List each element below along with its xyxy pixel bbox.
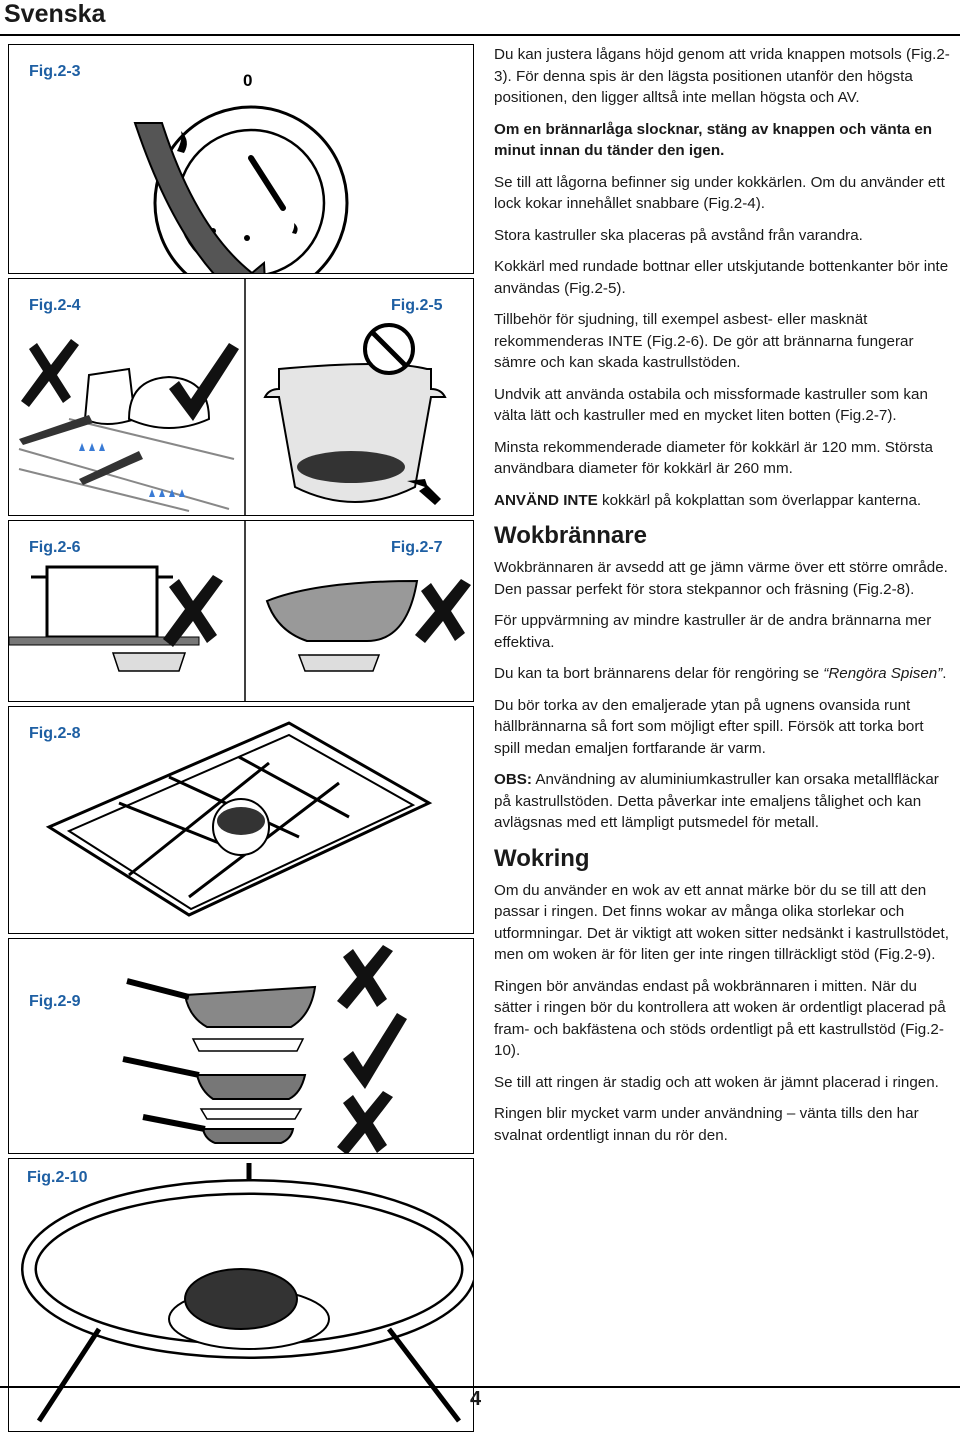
wok-ring-illustration <box>9 1159 473 1431</box>
fig-2-4-label: Fig.2-4 <box>29 297 81 314</box>
paragraph-ring-hot: Ringen blir mycket varm under användning – vänta tills den har svalnat ordentligt innan du rör den. <box>494 1105 919 1144</box>
paragraph-unstable-pans: Undvik att använda ostabila och missformade kastruller som kan välta lätt och kastruller med en mycket liten botten (Fig.2-7). <box>494 385 928 424</box>
fig-2-4-2-5-panel <box>8 278 474 516</box>
fig-2-3-panel <box>8 44 474 274</box>
wok-burner-grid-illustration <box>9 707 473 933</box>
paragraph-ring-center: Ringen bör användas endast på wokbrännaren i mitten. När du sätter i ringen bör du kontrollera att woken är ordentligt placerad på fram- och bakfästena och stöds ordentligt på ett kastrullstöd (Fig.2-10). <box>494 977 946 1059</box>
heading-wok-burner: Wokbrännare <box>494 522 647 549</box>
paragraph-wok-fit: Om du använder en wok av ett annat märke bör du se till att den passar i ringen. Det finns wokar av många olika storlekar och utformningar. Det är viktigt att woken sitter nedsänkt i kastrullstödet, men om woken är för liten ger inte ringen tillräckligt stöd (Fig.2-9). <box>494 881 949 963</box>
text-column <box>494 44 954 1156</box>
paragraph-other-burners: För uppvärmning av mindre kastruller är de andra brännarna mer effektiva. <box>494 612 932 651</box>
dial-zero-mark: 0 <box>243 71 253 90</box>
paragraph-enamel: Du bör torka av den emaljerade ytan på ugnens ovansida runt hällbrännarna så fort som möjligt efter spill. Försök att torka bort spill medan emaljen fortfarande är varm. <box>494 696 924 757</box>
cleaning-ref-link: “Rengöra Spisen” <box>823 665 943 682</box>
paragraph-ring-stable: Se till att ringen är stadig och att woken är jämnt placerad i ringen. <box>494 1073 939 1091</box>
figures-column <box>8 44 474 1389</box>
fig-2-10-label: Fig.2-10 <box>27 1169 88 1186</box>
heading-wok-ring: Wokring <box>494 844 590 872</box>
cleaning-ref-c: . <box>942 665 947 682</box>
page-number: 4 <box>470 1388 482 1410</box>
fig-2-5-label: Fig.2-5 <box>391 297 443 314</box>
fig-2-10-panel <box>8 1158 474 1432</box>
paragraph-flame-under-pan: Se till att lågorna befinner sig under kokkärlen. Om du använder ett lock kokar innehållet snabbare (Fig.2-4). <box>494 173 945 212</box>
pans-on-burner-illustration <box>9 279 473 515</box>
paragraph-wok-burner: Wokbrännaren är avsedd att ge jämn värme över ett större område. Den passar perfekt för stora stekpannor och fräsning (Fig.2-8). <box>494 559 948 598</box>
wok-sizes-illustration <box>9 939 473 1153</box>
paragraph-simmer-accessories: Tillbehör för sjudning, till exempel asbest- eller masknät rekommenderas INTE (Fig.2-6). De gör att brännarna fungerar sämre och kan skada kastrullstöden. <box>494 311 914 371</box>
paragraph-flame-out: Om en brännarlåga slocknar, stäng av knappen och vänta en minut innan du tänder den igen. <box>494 120 933 159</box>
paragraph-large-pans: Stora kastruller ska placeras på avstånd från varandra. <box>494 226 863 244</box>
fig-2-6-label: Fig.2-6 <box>29 539 81 556</box>
paragraph-pan-diameter: Minsta rekommenderade diameter för kokkärl är 120 mm. Största användbara diameter för kokkärl är 260 mm. <box>494 438 933 477</box>
no-overlap-rest: kokkärl på kokplattan som överlappar kanterna. <box>597 491 922 509</box>
fig-2-8-panel <box>8 706 474 934</box>
mesh-and-wok-illustration <box>9 521 473 701</box>
paragraph-no-overlap <box>494 490 954 512</box>
fig-2-8-label: Fig.2-8 <box>29 725 81 742</box>
no-overlap-bold: ANVÄND INTE <box>494 491 598 509</box>
paragraph-cleaning-ref <box>494 663 954 685</box>
cleaning-ref-a: Du kan ta bort brännarens delar för rengöring se <box>494 665 824 682</box>
note-label: OBS: <box>494 771 532 788</box>
note-rest: Användning av aluminiumkastruller kan orsaka metallfläckar på kastrullstöden. Detta påverkar inte emaljens tålighet och kan avlägsnas med ett lämpligt putsmedel för metall. <box>494 771 939 831</box>
header-rule <box>0 34 960 36</box>
paragraph-rounded-bottoms: Kokkärl med rundade bottnar eller utskjutande bottenkanter bör inte användas (Fig.2-5). <box>494 258 949 297</box>
fig-2-7-label: Fig.2-7 <box>391 539 443 556</box>
paragraph-aluminium-note <box>494 769 954 834</box>
knob-illustration <box>9 45 473 273</box>
paragraph-flame-adjust: Du kan justera lågans höjd genom att vrida knappen motsols (Fig.2-3). För denna spis är den lägsta positionen utanför den högsta positionen, den ligger alltså inte mellan högsta och AV. <box>494 46 950 106</box>
fig-2-9-panel <box>8 938 474 1154</box>
language-heading: Svenska <box>4 0 106 28</box>
fig-2-6-2-7-panel <box>8 520 474 702</box>
fig-2-9-label: Fig.2-9 <box>29 993 81 1010</box>
fig-2-3-label: Fig.2-3 <box>29 63 81 80</box>
